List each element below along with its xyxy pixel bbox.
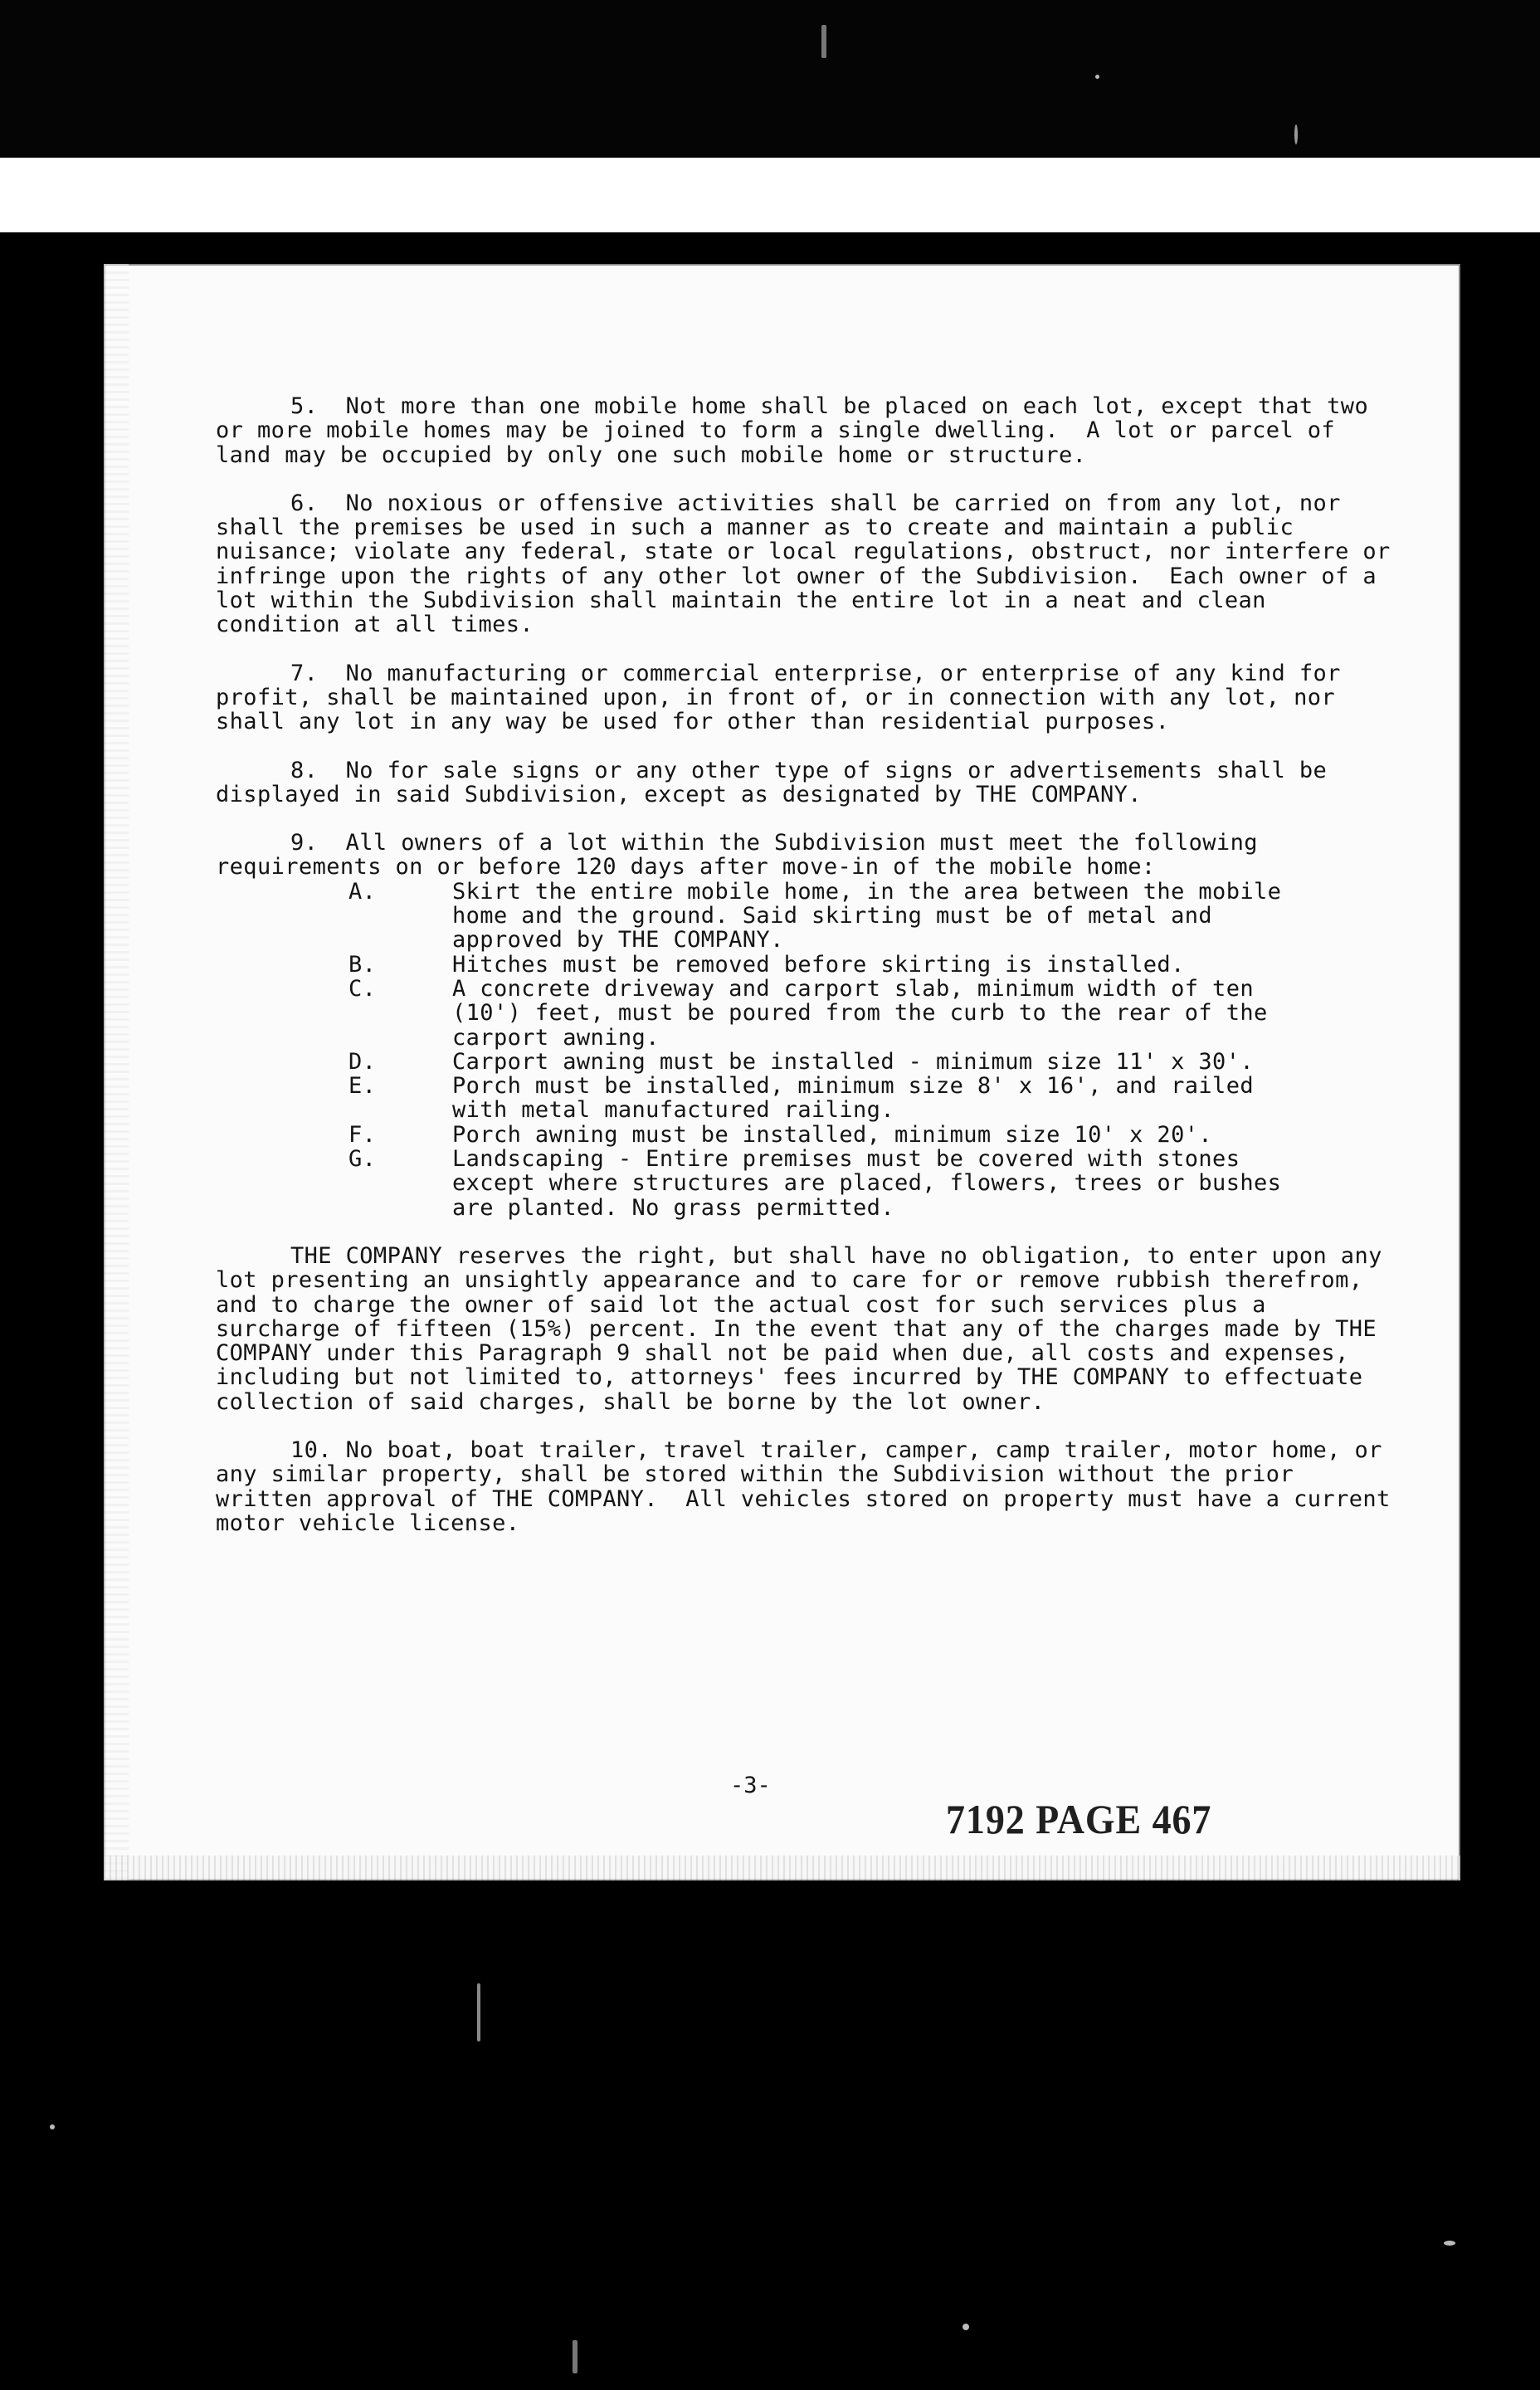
requirement-item [216,1074,1402,1123]
paragraph-number: 6. [290,490,319,516]
requirement-item [216,880,1402,953]
scan-speck [821,25,826,58]
paragraph-text: THE COMPANY reserves the right, but shall have no obligation, to enter upon any lot presenting an unsightly appearance and to care for or remove rubbish therefrom, and to charge the owner of said lot the actual cost for such services plus a surcharge of fifteen (15%) percent. In the event that any of the charges made by THE COMPANY under this Paragraph 9 shall not be paid when due, all costs and expenses, including but not limited to, attorneys' fees incurred by THE COMPANY to effectuate collection of said charges, shall be borne by the lot owner. [216,1242,1396,1415]
paragraph-number: 7. [290,660,319,686]
requirement-letter: D. [348,1048,377,1075]
book-page-stamp: 7192 PAGE 467 [946,1796,1212,1842]
requirement-text: Porch must be installed, minimum size 8' x 16', and railed with metal manufactured railing. [452,1073,1255,1124]
scan-noise-bottom [104,1856,1460,1880]
requirement-item [216,1050,1402,1074]
requirement-letter: C. [348,975,377,1002]
scan-speck [1444,2241,1455,2246]
paragraph-9 [216,831,1402,880]
requirement-letter: A. [348,878,377,905]
scan-speck [50,2124,55,2129]
paragraph-text: Not more than one mobile home shall be placed on each lot, except that two or more mobile homes may be joined to form a single dwelling. A lot or parcel of land may be occupied by only one such mobile home or structure. [216,393,1382,468]
requirement-text: Porch awning must be installed, minimum size 10' x 20'. [452,1121,1213,1148]
paragraph-number: 5. [290,393,319,419]
scan-speck [1095,75,1099,79]
paragraph-text: No for sale signs or any other type of signs or advertisements shall be displayed in said Subdivision, except as designated by THE COMPANY. [216,757,1341,807]
paragraph-7 [216,661,1402,734]
paragraph-10 [216,1436,1405,1536]
requirement-letter: G. [348,1146,377,1173]
paragraph-number: 10. [290,1436,332,1463]
requirement-text: Skirt the entire mobile home, in the area between the mobile home and the ground. Said skirting must be of metal and approved by THE COMPANY. [452,878,1282,954]
requirement-text: Hitches must be removed before skirting is installed. [452,951,1185,978]
scan-speck [1294,124,1298,144]
requirement-text: Landscaping - Entire premises must be covered with stones except where structures are placed, flowers, trees or bushes are planted. No grass permitted. [452,1146,1282,1221]
scan-speck [962,2324,969,2330]
document-body [216,393,1405,1559]
paragraph-text: No noxious or offensive activities shall be carried on from any lot, nor shall the premises be used in such a manner as to create and maintain a public nuisance; violate any federal, state or local regulations, obstruct, nor interfere or infringe upon the rights of any other lot owner of the Subdivision. Each owner of a lot within the Subdivision shall maintain the entire lot in a neat and clean condition at all times. [216,490,1405,638]
scan-speck [573,2340,578,2373]
scan-top-border [0,0,1540,158]
paragraph-text: No manufacturing or commercial enterprise, or enterprise of any kind for profit, shall be maintained upon, in front of, or in connection with any lot, nor shall any lot in any way be used for other than residential purposes. [216,660,1355,735]
paragraph-6 [216,490,1405,638]
document-page [104,264,1460,1880]
requirement-item [216,1123,1402,1147]
paragraph-text: All owners of a lot within the Subdivision must meet the following requirements on or before 120 days after move-in of the mobile home: [216,830,1272,880]
requirement-letter: F. [348,1121,377,1148]
requirement-letter: E. [348,1073,377,1100]
scan-noise-left [104,264,129,1880]
page-number: -3- [730,1773,771,1798]
scan-white-band [0,158,1540,232]
requirements-list [216,880,1402,1220]
requirement-item [216,977,1402,1050]
paragraph-text: No boat, boat trailer, travel trailer, camper, camp trailer, motor home, or any similar property, shall be stored within the Subdivision without the prior written approval of THE COMPANY. All vehicles stored on property must have a current motor vehicle license. [216,1436,1405,1536]
requirement-text: A concrete driveway and carport slab, minimum width of ten (10') feet, must be poured from the curb to the rear of the carport awning. [452,975,1268,1051]
requirement-item [216,953,1402,977]
paragraph-number: 9. [290,830,319,856]
requirement-item [216,1147,1402,1220]
company-paragraph [216,1244,1402,1414]
requirement-text: Carport awning must be installed - minimum size 11' x 30'. [452,1048,1255,1075]
scan-speck [477,1983,480,2041]
requirement-letter: B. [348,951,377,978]
paragraph-number: 8. [290,757,319,783]
paragraph-8 [216,758,1402,807]
paragraph-5 [216,394,1402,467]
